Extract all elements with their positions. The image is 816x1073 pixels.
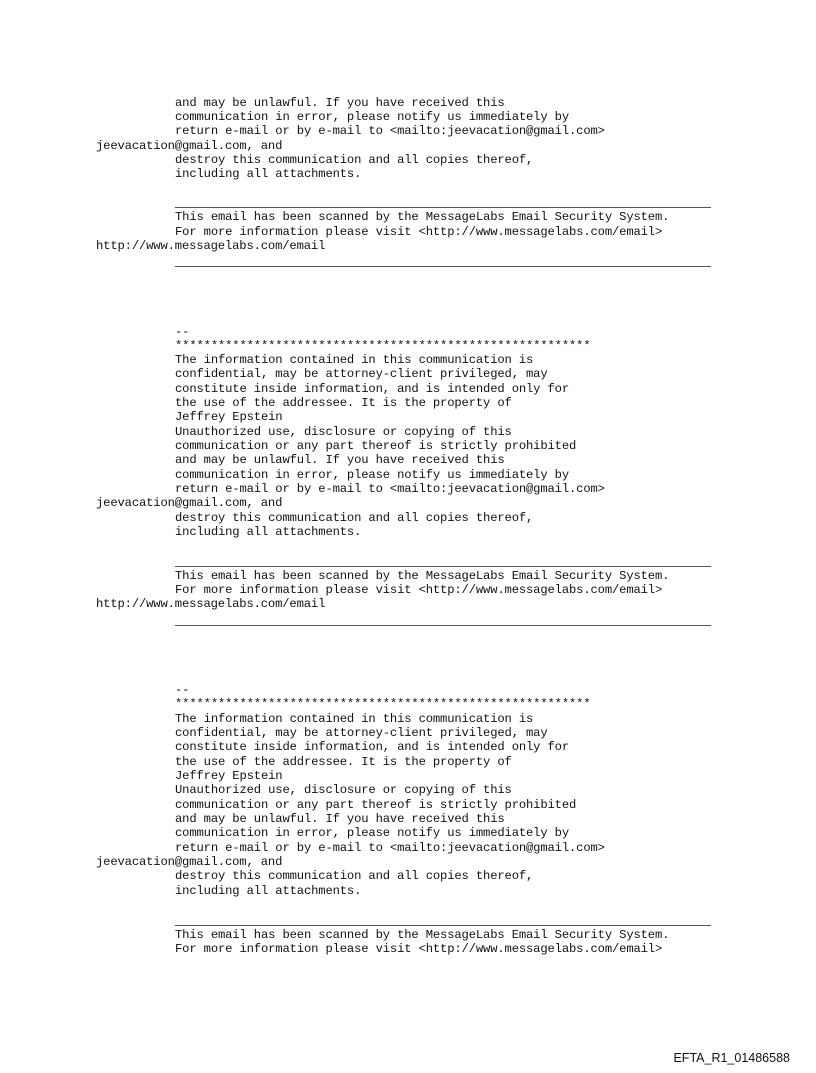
asterisk-line: ********************************************************** [175, 697, 591, 711]
disclaimer-line: return e-mail or by e-mail to <mailto:jeevacation@gmail.com> [175, 482, 605, 496]
disclaimer-line: Jeffrey Epstein [175, 769, 283, 783]
separator: -- [175, 325, 190, 339]
disclaimer-line: the use of the addressee. It is the property of [175, 755, 512, 769]
disclaimer-line: destroy this communication and all copies thereof, [175, 511, 534, 525]
bates-number: EFTA_R1_01486588 [673, 1051, 790, 1065]
scan-notice-line: This email has been scanned by the MessageLabs Email Security System. [175, 569, 670, 583]
text-line: and may be unlawful. If you have received this [175, 96, 505, 110]
scan-notice-line: This email has been scanned by the MessageLabs Email Security System. [175, 210, 670, 224]
scan-notice-line: For more information please visit <http://www.messagelabs.com/email> [175, 942, 663, 956]
text-line: including all attachments. [175, 167, 362, 181]
disclaimer-line: constitute inside information, and is intended only for [175, 382, 570, 396]
disclaimer-line: The information contained in this communication is [175, 353, 534, 367]
text-line: return e-mail or by e-mail to <mailto:jeevacation@gmail.com> [175, 124, 605, 138]
disclaimer-line: constitute inside information, and is intended only for [175, 740, 570, 754]
horizontal-rule [175, 207, 711, 208]
scan-notice-line: For more information please visit <http://www.messagelabs.com/email> [175, 225, 663, 239]
horizontal-rule [175, 925, 711, 926]
text-line: communication in error, please notify us immediately by [175, 110, 570, 124]
separator: -- [175, 683, 190, 697]
disclaimer-line: communication or any part thereof is strictly prohibited [175, 439, 577, 453]
disclaimer-line: including all attachments. [175, 525, 362, 539]
disclaimer-line: jeevacation@gmail.com, and [96, 855, 283, 869]
disclaimer-line: communication or any part thereof is strictly prohibited [175, 798, 577, 812]
disclaimer-line: communication in error, please notify us immediately by [175, 826, 570, 840]
disclaimer-line: including all attachments. [175, 884, 362, 898]
disclaimer-line: Unauthorized use, disclosure or copying of this [175, 425, 512, 439]
disclaimer-line: and may be unlawful. If you have received this [175, 453, 505, 467]
disclaimer-line: the use of the addressee. It is the property of [175, 396, 512, 410]
horizontal-rule [175, 266, 711, 267]
disclaimer-line: return e-mail or by e-mail to <mailto:jeevacation@gmail.com> [175, 841, 605, 855]
disclaimer-line: The information contained in this communication is [175, 712, 534, 726]
horizontal-rule [175, 566, 711, 567]
disclaimer-line: confidential, may be attorney-client privileged, may [175, 367, 548, 381]
scan-notice-line: http://www.messagelabs.com/email [96, 597, 326, 611]
scan-notice-line: For more information please visit <http://www.messagelabs.com/email> [175, 583, 663, 597]
asterisk-line: ********************************************************** [175, 339, 591, 353]
disclaimer-line: jeevacation@gmail.com, and [96, 496, 283, 510]
disclaimer-line: destroy this communication and all copies thereof, [175, 869, 534, 883]
disclaimer-line: Unauthorized use, disclosure or copying of this [175, 783, 512, 797]
scan-notice-line: http://www.messagelabs.com/email [96, 239, 326, 253]
text-line: destroy this communication and all copies thereof, [175, 153, 534, 167]
disclaimer-line: communication in error, please notify us immediately by [175, 468, 570, 482]
text-line: jeevacation@gmail.com, and [96, 139, 283, 153]
disclaimer-line: Jeffrey Epstein [175, 410, 283, 424]
scan-notice-line: This email has been scanned by the MessageLabs Email Security System. [175, 928, 670, 942]
horizontal-rule [175, 625, 711, 626]
disclaimer-line: and may be unlawful. If you have received this [175, 812, 505, 826]
disclaimer-line: confidential, may be attorney-client privileged, may [175, 726, 548, 740]
